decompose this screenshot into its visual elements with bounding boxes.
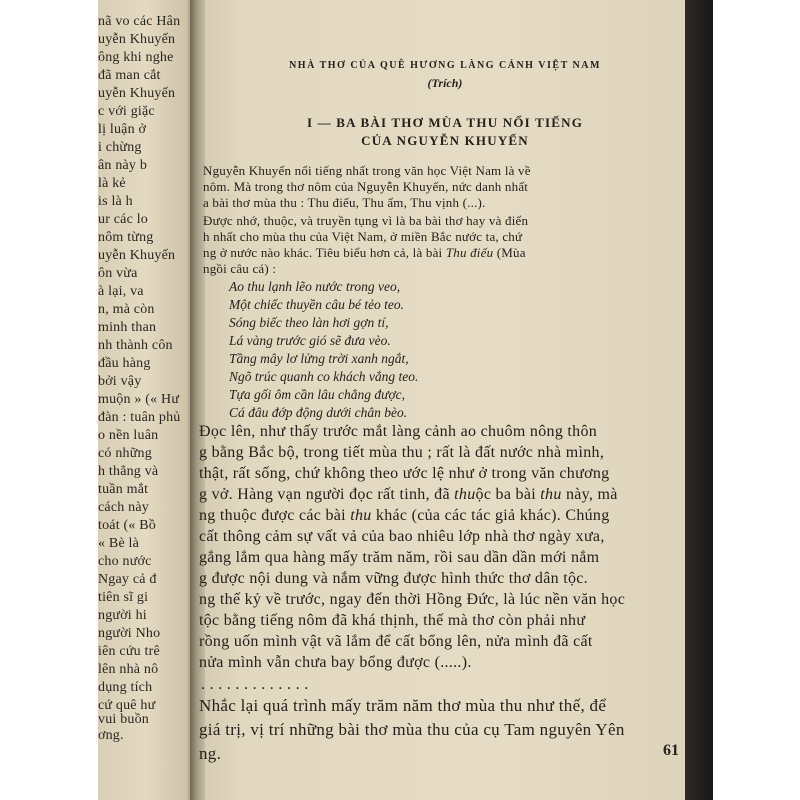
left-page-line: muộn » (« Hư [98,392,180,407]
left-page-line: c với giặc [98,104,155,119]
body-line: ng thế kỷ về trước, ngay đến thời Hồng Đức, là lúc nền văn học [199,591,626,608]
body-line: g được nội dung và nắm vững được hình thức thơ dân tộc. [199,570,588,587]
chapter-subtitle: (Trích) [427,76,463,90]
chapter-title: NHÀ THƠ CỦA QUÊ HƯƠNG LÀNG CẢNH VIỆT NAM [289,60,601,71]
left-page-line: à lại, va [98,284,144,299]
body-line: tộc bằng tiếng nôm đã khá thịnh, thế mà thơ còn phải như [199,612,586,629]
body-line: g vở. Hàng vạn người đọc rất tinh, đã thuộc ba bài thu này, mà [199,486,618,503]
left-page-line: bởi vậy [98,374,142,389]
left-page-line: ơng. [98,728,124,743]
body-line: nửa mình vẫn chưa bay bổng được (.....). [199,654,472,671]
intro-line: ng ở nước nào khác. Tiêu biểu hơn cả, là bài Thu điếu (Mùa [203,245,526,260]
poem-line: Một chiếc thuyền câu bé tẻo teo. [229,297,405,312]
left-page-line: đàn : tuân phủ [98,410,181,425]
page-edge-shadow [685,0,713,800]
left-page-line: « Bè là [98,536,140,551]
left-page-line: người Nho [98,626,161,641]
section-title-line2: CỦA NGUYỄN KHUYẾN [361,133,529,148]
left-page-line: Ngay cả đ [98,572,157,587]
section-title: I — BA BÀI THƠ MÙA THU NỔI TIẾNG [306,115,584,130]
left-page-line: nã vo các Hân [98,14,181,29]
left-page-line: ân này b [98,158,148,173]
page-number: 61 [663,742,679,759]
left-page-line: cho nước [98,554,152,569]
intro-line: Được nhớ, thuộc, và truyền tụng vì là ba bài thơ hay và điển [203,213,529,228]
poem-line: Ao thu lạnh lẽo nước trong veo, [229,279,401,294]
closing-line: giá trị, vị trí những bài thơ mùa thu của cụ Tam nguyên Yên [199,720,625,739]
left-page-line: lị luận ở [98,122,147,137]
left-page-line: n, mà còn [98,302,155,317]
body-line: gắng lắm qua hàng mấy trăm năm, rồi sau dần dần mới nắm [199,549,600,566]
previous-page-fragment [98,0,194,800]
body-line: rồng uốn mình vật vã lắm để cất bổng lên, nửa mình đã cất [199,633,593,650]
body-line: Đọc lên, như thấy trước mắt làng cảnh ao chuôm nông thôn [199,423,598,440]
intro-line: a bài thơ mùa thu : Thu điếu, Thu ẩm, Thu vịnh (...). [203,195,486,210]
poem-line: Ngõ trúc quanh co khách vắng teo. [229,369,419,384]
left-page-line: uyễn Khuyến [98,86,176,101]
left-page-line: minh than [98,320,157,335]
intro-line: Nguyễn Khuyến nổi tiếng nhất trong văn học Việt Nam là về [203,163,531,178]
left-page-line: i chừng [98,140,142,155]
left-page-line: vui buồn [98,712,149,727]
body-line: ng thuộc được các bài thu khác (của các tác giả khác). Chúng [199,507,610,524]
poem-line: Cá đâu đớp động dưới chân bèo. [229,405,408,420]
left-page-line: dụng tích [98,680,153,695]
left-page-line: cứ quê hư [98,698,156,713]
left-page-line: ur các lo [98,212,148,227]
left-page-line: nh thành côn [98,338,173,353]
left-page-line: iên cứu trê [98,644,160,659]
main-page [199,0,685,800]
left-page-line: người hi [98,608,147,623]
body-line: cất thông cảm sự vất vả của bao nhiêu lớp nhà thơ ngày xưa, [199,528,605,545]
left-page-line: o nền luân [98,428,159,443]
closing-line: Nhắc lại quá trình mấy trăm năm thơ mùa thu như thế, để [199,696,607,715]
left-page-line: tuần mắt [98,482,149,497]
left-page-line: cách này [98,500,149,515]
left-page-line: is là h [98,194,133,209]
body-line: g bằng Bắc bộ, trong tiết mùa thu ; rất là đất nước nhà mình, [199,444,605,461]
left-page-line: đã man cắt [98,68,161,83]
left-page-line: đầu hàng [98,356,151,371]
left-page-line: tiên sĩ gi [98,590,149,605]
left-page-line: nôm từng [98,230,154,245]
left-page-line: h thẳng và [98,464,159,479]
left-page-line: là kẻ [98,176,126,191]
intro-line: nôm. Mà trong thơ nôm của Nguyễn Khuyến, nức danh nhất [203,179,529,194]
left-page-line: uyễn Khuyến [98,32,176,47]
poem-line: Tầng mây lơ lửng trời xanh ngắt, [229,351,409,366]
left-page-line: uyễn Khuyến [98,248,176,263]
poem-line: Lá vàng trước gió sẽ đưa vèo. [229,333,391,348]
left-page-line: ông khi nghe [98,50,174,65]
left-page-line: lên nhà nô [98,662,159,677]
left-page-line: toát (« Bồ [98,518,156,533]
intro-line: ngồi câu cá) : [203,261,277,276]
poem-line: Sóng biếc theo làn hơi gợn tí, [229,315,389,330]
body-line: thật, rất sống, chứ không theo ước lệ như ở trong văn chương [199,465,610,482]
left-page-line: ôn vừa [98,266,138,281]
closing-line: ng. [199,744,222,763]
ellipsis-line: . . . . . . . . . . . . . [201,676,309,693]
poem-line: Tựa gối ôm cần lâu chẳng được, [229,387,406,402]
left-page-line: có những [98,446,152,461]
intro-line: h nhất cho mùa thu của Việt Nam, ở miền Bắc nước ta, chứ [203,229,523,244]
